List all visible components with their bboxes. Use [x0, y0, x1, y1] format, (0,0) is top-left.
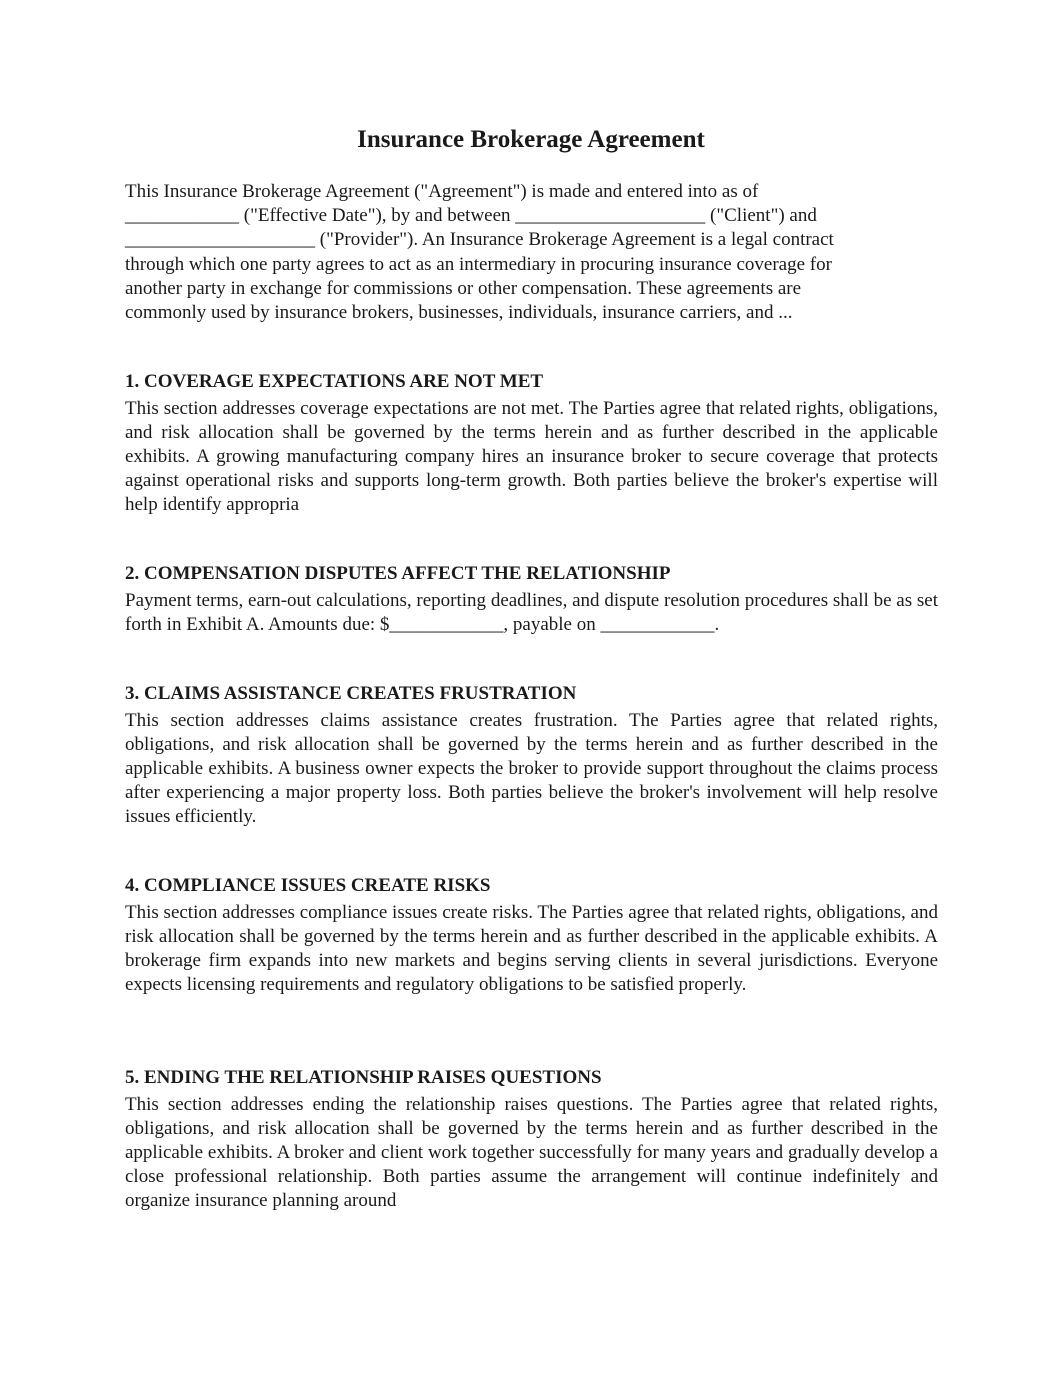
- section-coverage-expectations: [125, 370, 938, 517]
- section-heading: 2. COMPENSATION DISPUTES AFFECT THE RELATIONSHIP: [125, 563, 671, 584]
- section-heading: 1. COVERAGE EXPECTATIONS ARE NOT MET: [125, 371, 544, 392]
- section-heading: 4. COMPLIANCE ISSUES CREATE RISKS: [125, 875, 491, 896]
- section-body: This section addresses ending the relationship raises questions. The Parties agree that related rights, obligations, and risk allocation shall be governed by the terms herein and as further described in the applicable exhibits. A broker and client work together successfully for many years and gradually develop a close professional relationship. Both parties assume the arrangement will continue indefinitely and organize insurance planning around: [125, 1094, 938, 1211]
- section-body: Payment terms, earn-out calculations, reporting deadlines, and dispute resolution procedures shall be as set forth in Exhibit A. Amounts due: $____________, payable on ____________.: [125, 590, 938, 635]
- document-title: Insurance Brokerage Agreement: [357, 126, 705, 153]
- section-claims-assistance: [125, 682, 938, 829]
- section-compensation-disputes: [125, 562, 938, 637]
- section-body: This section addresses claims assistance creates frustration. The Parties agree that related rights, obligations, and risk allocation shall be governed by the terms herein and as further described in the applicable exhibits. A business owner expects the broker to provide support throughout the claims process after experiencing a major property loss. Both parties believe the broker's involvement will help resolve issues efficiently.: [125, 710, 938, 827]
- section-body: This section addresses compliance issues create risks. The Parties agree that related rights, obligations, and risk allocation shall be governed by the terms herein and as further described in the applicable exhibits. A brokerage firm expands into new markets and begins serving clients in several jurisdictions. Everyone expects licensing requirements and regulatory obligations to be satisfied properly.: [125, 902, 938, 995]
- section-compliance-issues: [125, 874, 938, 997]
- section-heading: 5. ENDING THE RELATIONSHIP RAISES QUESTIONS: [125, 1067, 602, 1088]
- intro-paragraph: This Insurance Brokerage Agreement ("Agreement") is made and entered into as of ____________ ("Effective Date"), by and between ____________________ ("Client") and ____________________ ("Provider"). An Insurance Brokerage Agreement is a legal contract through which one party agrees to act as an intermediary in procuring insurance coverage for another party in exchange for commissions or other compensation. These agreements are commonly used by insurance brokers, businesses, individuals, insurance carriers, and ...: [125, 181, 834, 324]
- section-ending-relationship: [125, 1066, 938, 1213]
- section-heading: 3. CLAIMS ASSISTANCE CREATES FRUSTRATION: [125, 683, 577, 704]
- section-body: This section addresses coverage expectations are not met. The Parties agree that related rights, obligations, and risk allocation shall be governed by the terms herein and as further described in the applicable exhibits. A growing manufacturing company hires an insurance broker to secure coverage that protects against operational risks and supports long-term growth. Both parties believe the broker's expertise will help identify appropria: [125, 398, 938, 515]
